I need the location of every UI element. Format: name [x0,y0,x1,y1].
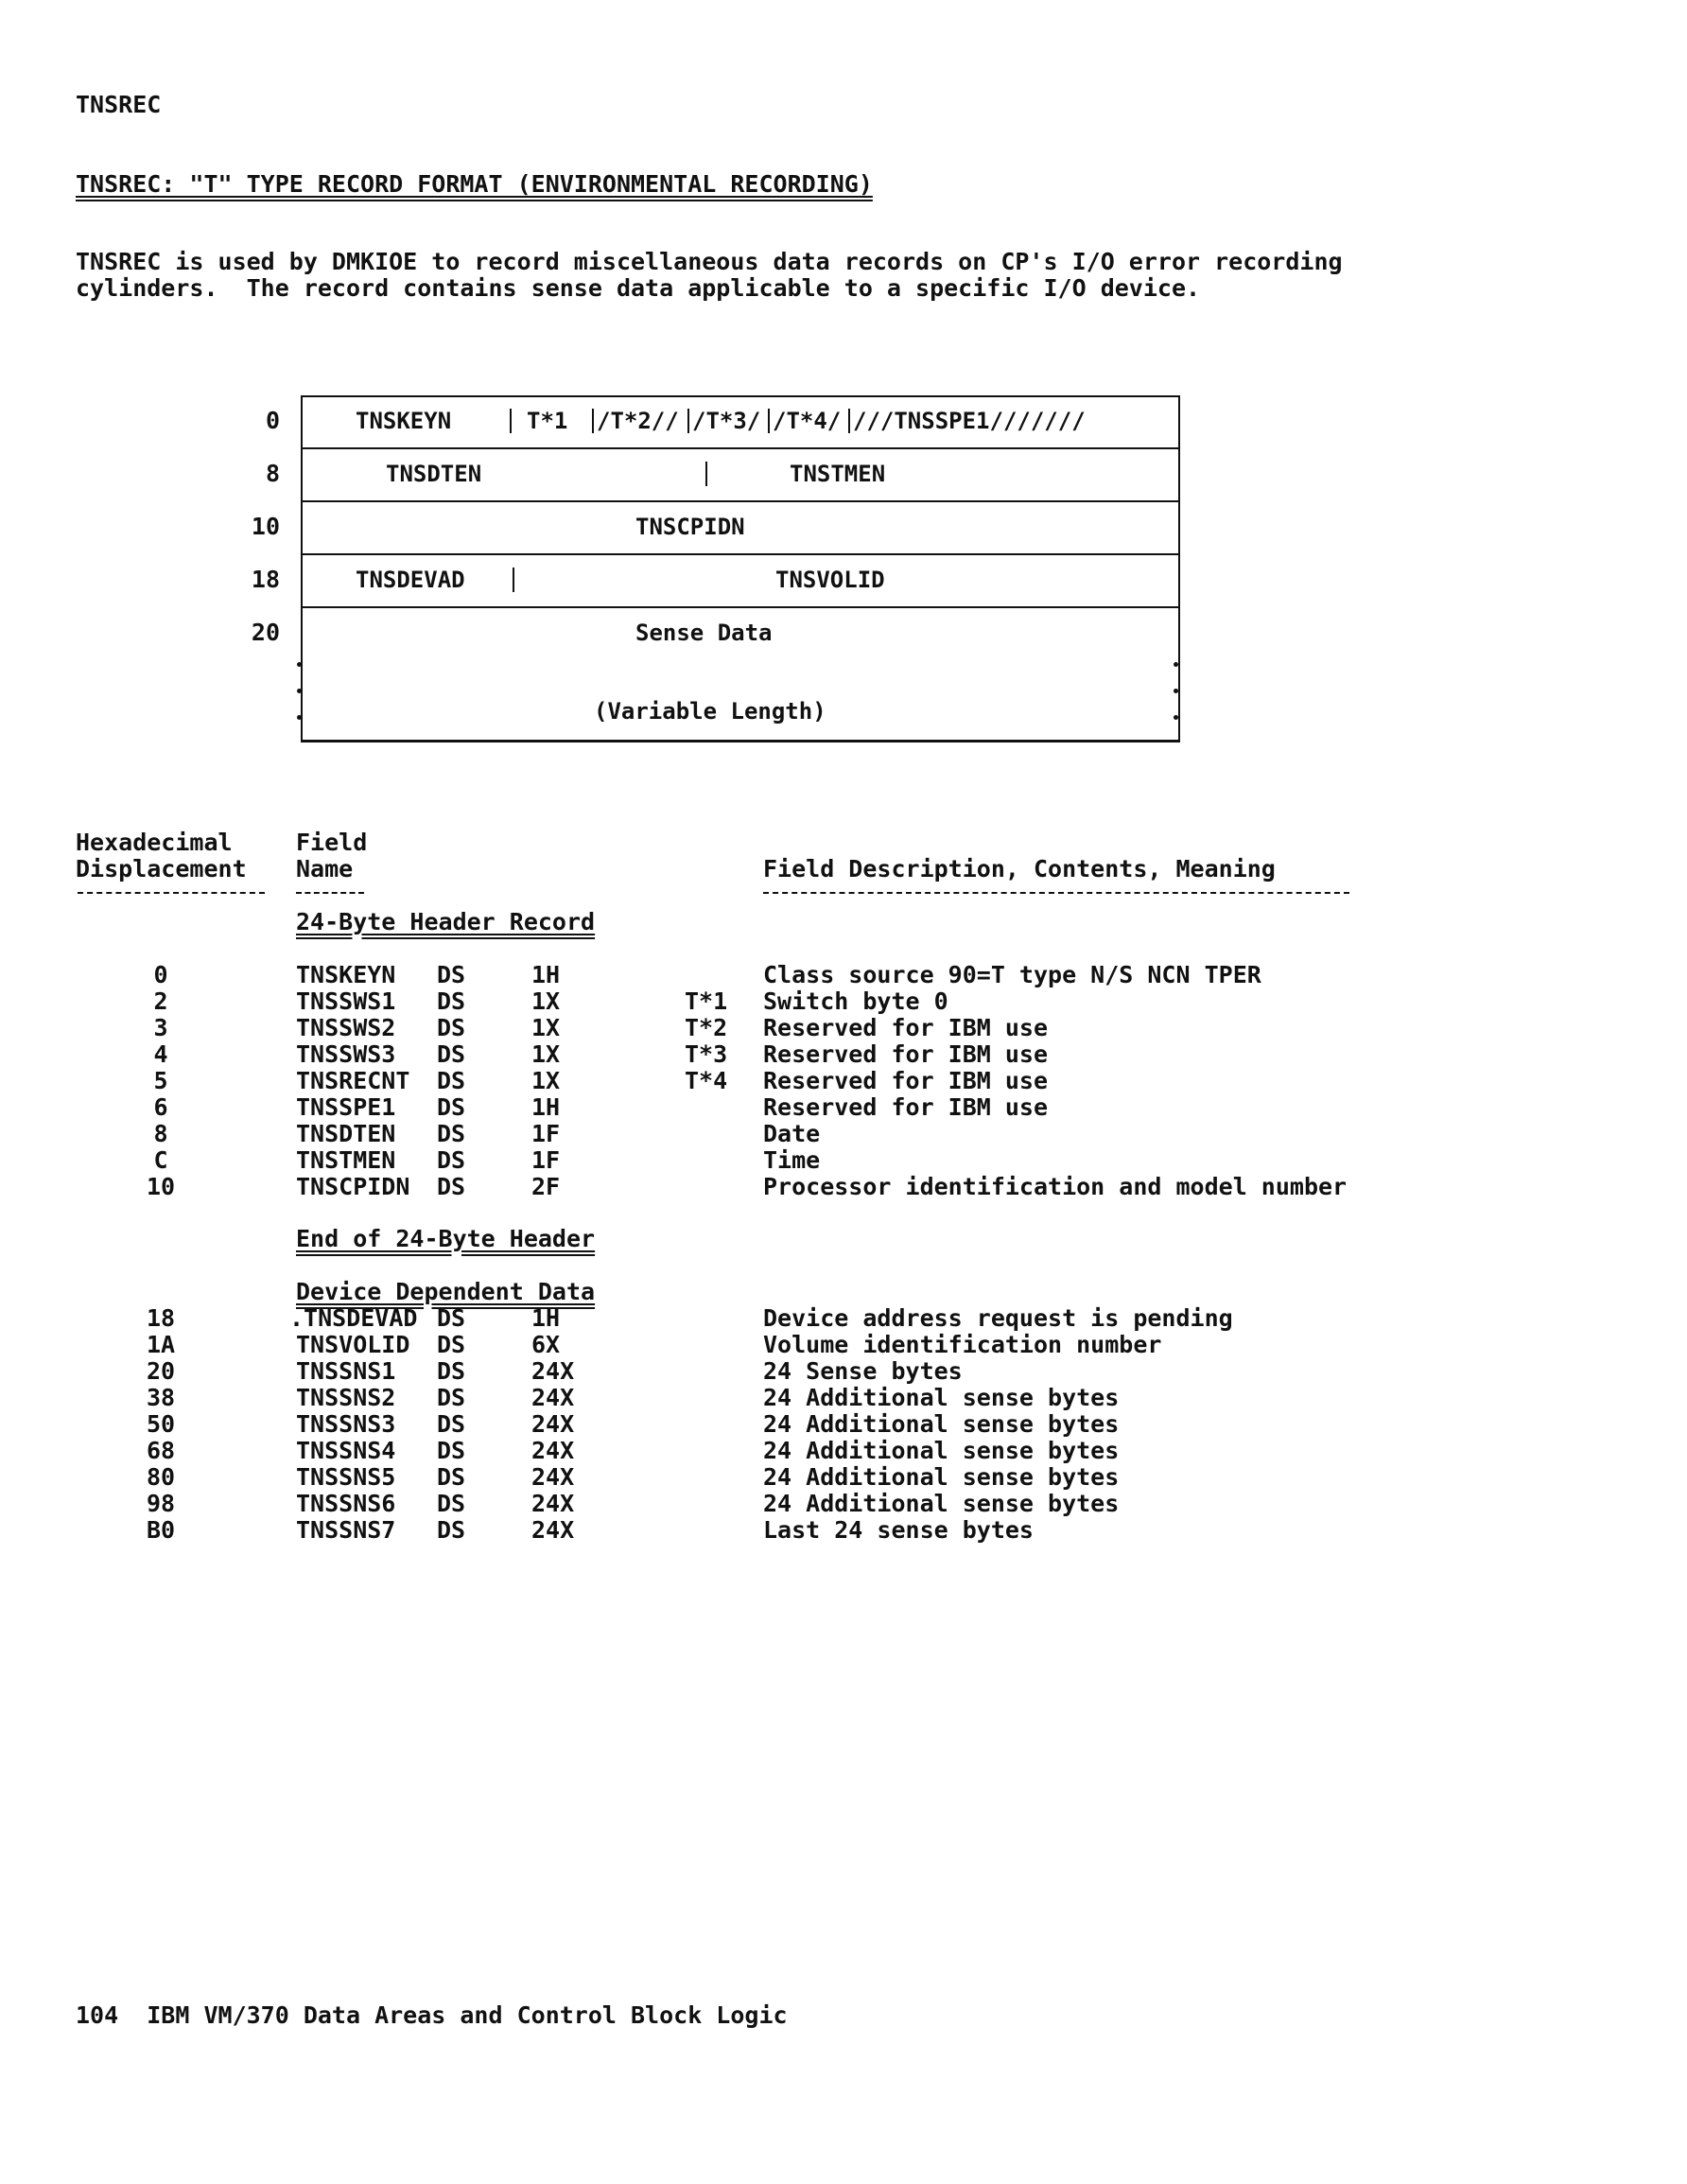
cell-divider [510,409,512,433]
disp-cell: 68 [146,1437,176,1464]
name-cell: TNSSNS7 [296,1516,396,1544]
diagram-rule-3 [301,553,1178,555]
table-row [0,988,1687,1015]
col-header-name: Field [296,829,368,856]
diagram-rule-2 [301,500,1178,502]
field-cell: (Variable Length) [594,698,826,725]
len-cell: 1H [531,961,561,988]
desc-cell: 24 Additional sense bytes [763,1463,1120,1491]
table-row [0,1305,1687,1332]
table-row [0,1147,1687,1174]
intro-line-2: cylinders. The record contains sense data applicable to a specific I/O device. [76,274,1201,302]
name-cell: TNSSWS2 [296,1014,396,1041]
field-cell: /T*4/ [773,408,842,434]
continuation-dot [297,715,302,720]
disp-cell: 18 [146,1304,176,1332]
section-heading: 24-Byte Header Record [296,908,596,935]
cell-divider [513,568,514,592]
intro-line-1: TNSREC is used by DMKIOE to record miscellaneous data records on CP's I/O error recording [76,248,1343,275]
name-cell: TNSDTEN [296,1120,396,1147]
tag-cell: T*4 [685,1067,728,1094]
disp-cell: 80 [146,1463,176,1491]
field-cell: TNSCPIDN [635,514,745,540]
header-dash [763,892,1349,894]
desc-cell: Switch byte 0 [763,987,948,1015]
desc-cell: Date [763,1120,821,1147]
len-cell: 1X [531,987,561,1015]
field-cell: /T*2// [597,408,679,434]
table-row [0,1491,1687,1517]
disp-cell: 98 [146,1490,176,1517]
name-cell: TNSSWS1 [296,987,396,1015]
name-cell: TNSSNS4 [296,1437,396,1464]
disp-cell: 0 [153,961,168,988]
field-cell: TNSDTEN [386,461,482,487]
len-cell: 6X [531,1331,561,1358]
disp-cell: 4 [153,1040,168,1068]
table-row [0,1385,1687,1411]
type-cell: DS [437,1146,466,1174]
name-cell: TNSSWS3 [296,1040,396,1068]
table-row [0,1121,1687,1147]
desc-cell: Reserved for IBM use [763,1040,1049,1068]
running-head: TNSREC [76,91,162,118]
type-cell: DS [437,1304,466,1332]
diagram-rule-4 [301,606,1178,608]
field-cell: TNSKEYN [356,408,452,434]
type-cell: DS [437,1516,466,1544]
type-cell: DS [437,1357,466,1385]
tag-cell: T*2 [685,1014,728,1041]
disp-cell: 38 [146,1384,176,1411]
desc-cell: 24 Additional sense bytes [763,1384,1120,1411]
cell-divider [768,409,770,433]
page-footer: 104 IBM VM/370 Data Areas and Control Block Logic [76,2001,788,2029]
offset-label: 20 [251,619,280,646]
disp-cell: B0 [146,1516,176,1544]
len-cell: 1H [531,1093,561,1121]
name-cell: TNSSNS3 [296,1410,396,1438]
disp-cell: 5 [153,1067,168,1094]
type-cell: DS [437,1093,466,1121]
desc-cell: 24 Additional sense bytes [763,1410,1120,1438]
continuation-dot [1174,715,1178,720]
table-row [0,962,1687,988]
desc-cell: 24 Additional sense bytes [763,1490,1120,1517]
name-cell: .TNSDEVAD [289,1304,418,1332]
disp-cell: 2 [153,987,168,1015]
len-cell: 24X [531,1410,575,1438]
offset-label: 18 [251,566,280,593]
name-cell: TNSSNS6 [296,1490,396,1517]
desc-cell: Reserved for IBM use [763,1067,1049,1094]
len-cell: 1X [531,1014,561,1041]
type-cell: DS [437,1490,466,1517]
cell-divider [592,409,594,433]
type-cell: DS [437,1463,466,1491]
name-cell: TNSRECNT [296,1067,410,1094]
type-cell: DS [437,1173,466,1200]
table-row [0,1517,1687,1544]
len-cell: 24X [531,1437,575,1464]
len-cell: 2F [531,1173,561,1200]
desc-cell: Volume identification number [763,1331,1162,1358]
field-cell: TNSTMEN [790,461,886,487]
offset-label: 10 [251,513,280,540]
type-cell: DS [437,987,466,1015]
desc-cell: Time [763,1146,821,1174]
len-cell: 1X [531,1040,561,1068]
disp-cell: 50 [146,1410,176,1438]
cell-divider [687,409,689,433]
name-cell: TNSSNS2 [296,1384,396,1411]
continuation-dot [1174,662,1178,667]
offset-label: 8 [265,460,280,487]
col-header-disp: Hexadecimal [76,829,233,856]
len-cell: 1H [531,1304,561,1332]
page-title: TNSREC: "T" TYPE RECORD FORMAT (ENVIRONMENTAL RECORDING) [76,170,873,198]
desc-cell: Device address request is pending [763,1304,1233,1332]
field-cell: Sense Data [635,620,773,646]
continuation-dot [297,689,302,693]
cell-divider [848,409,850,433]
type-cell: DS [437,1040,466,1068]
type-cell: DS [437,1120,466,1147]
disp-cell: 8 [153,1120,168,1147]
tag-cell: T*1 [685,987,728,1015]
header-dash [296,892,364,894]
len-cell: 24X [531,1490,575,1517]
type-cell: DS [437,1384,466,1411]
name-cell: TNSTMEN [296,1146,396,1174]
disp-cell: C [153,1146,168,1174]
disp-cell: 6 [153,1093,168,1121]
type-cell: DS [437,1014,466,1041]
continuation-dot [297,662,302,667]
continuation-dot [1174,689,1178,693]
name-cell: TNSSNS5 [296,1463,396,1491]
name-cell: TNSKEYN [296,961,396,988]
cell-divider [705,462,707,486]
table-row [0,1094,1687,1121]
name-cell: TNSSNS1 [296,1357,396,1385]
field-cell: ///TNSSPE1/////// [853,408,1086,434]
name-cell: TNSCPIDN [296,1173,410,1200]
field-cell: /T*3/ [692,408,761,434]
table-row [0,1464,1687,1491]
table-row [0,1411,1687,1438]
disp-cell: 10 [146,1173,176,1200]
len-cell: 1F [531,1120,561,1147]
table-row [0,1438,1687,1464]
table-row [0,1015,1687,1041]
offset-label: 0 [265,407,280,434]
table-row [0,1068,1687,1094]
type-cell: DS [437,1410,466,1438]
desc-cell: Class source 90=T type N/S NCN TPER [763,961,1261,988]
desc-cell: Reserved for IBM use [763,1093,1049,1121]
header-dash [78,892,265,894]
disp-cell: 1A [146,1331,176,1358]
tag-cell: T*3 [685,1040,728,1068]
disp-cell: 20 [146,1357,176,1385]
section-heading: End of 24-Byte Header [296,1225,596,1252]
table-row [0,1332,1687,1358]
len-cell: 1X [531,1067,561,1094]
col-header-desc: Field Description, Contents, Meaning [763,855,1276,882]
len-cell: 24X [531,1357,575,1385]
type-cell: DS [437,1437,466,1464]
table-row [0,1041,1687,1068]
desc-cell: 24 Sense bytes [763,1357,963,1385]
type-cell: DS [437,1331,466,1358]
col-header-disp: Displacement [76,855,247,882]
len-cell: 24X [531,1463,575,1491]
diagram-rule-1 [301,447,1178,449]
name-cell: TNSSPE1 [296,1093,396,1121]
type-cell: DS [437,961,466,988]
desc-cell: 24 Additional sense bytes [763,1437,1120,1464]
desc-cell: Reserved for IBM use [763,1014,1049,1041]
field-cell: TNSDEVAD [356,567,465,593]
col-header-name: Name [296,855,354,882]
field-cell: T*1 [527,408,568,434]
type-cell: DS [437,1067,466,1094]
field-cell: TNSVOLID [775,567,885,593]
len-cell: 24X [531,1384,575,1411]
len-cell: 1F [531,1146,561,1174]
len-cell: 24X [531,1516,575,1544]
disp-cell: 3 [153,1014,168,1041]
desc-cell: Processor identification and model number [763,1173,1348,1200]
name-cell: TNSVOLID [296,1331,410,1358]
table-row [0,1174,1687,1200]
section-heading: Device Dependent Data [296,1278,596,1305]
desc-cell: Last 24 sense bytes [763,1516,1034,1544]
table-row [0,1358,1687,1385]
